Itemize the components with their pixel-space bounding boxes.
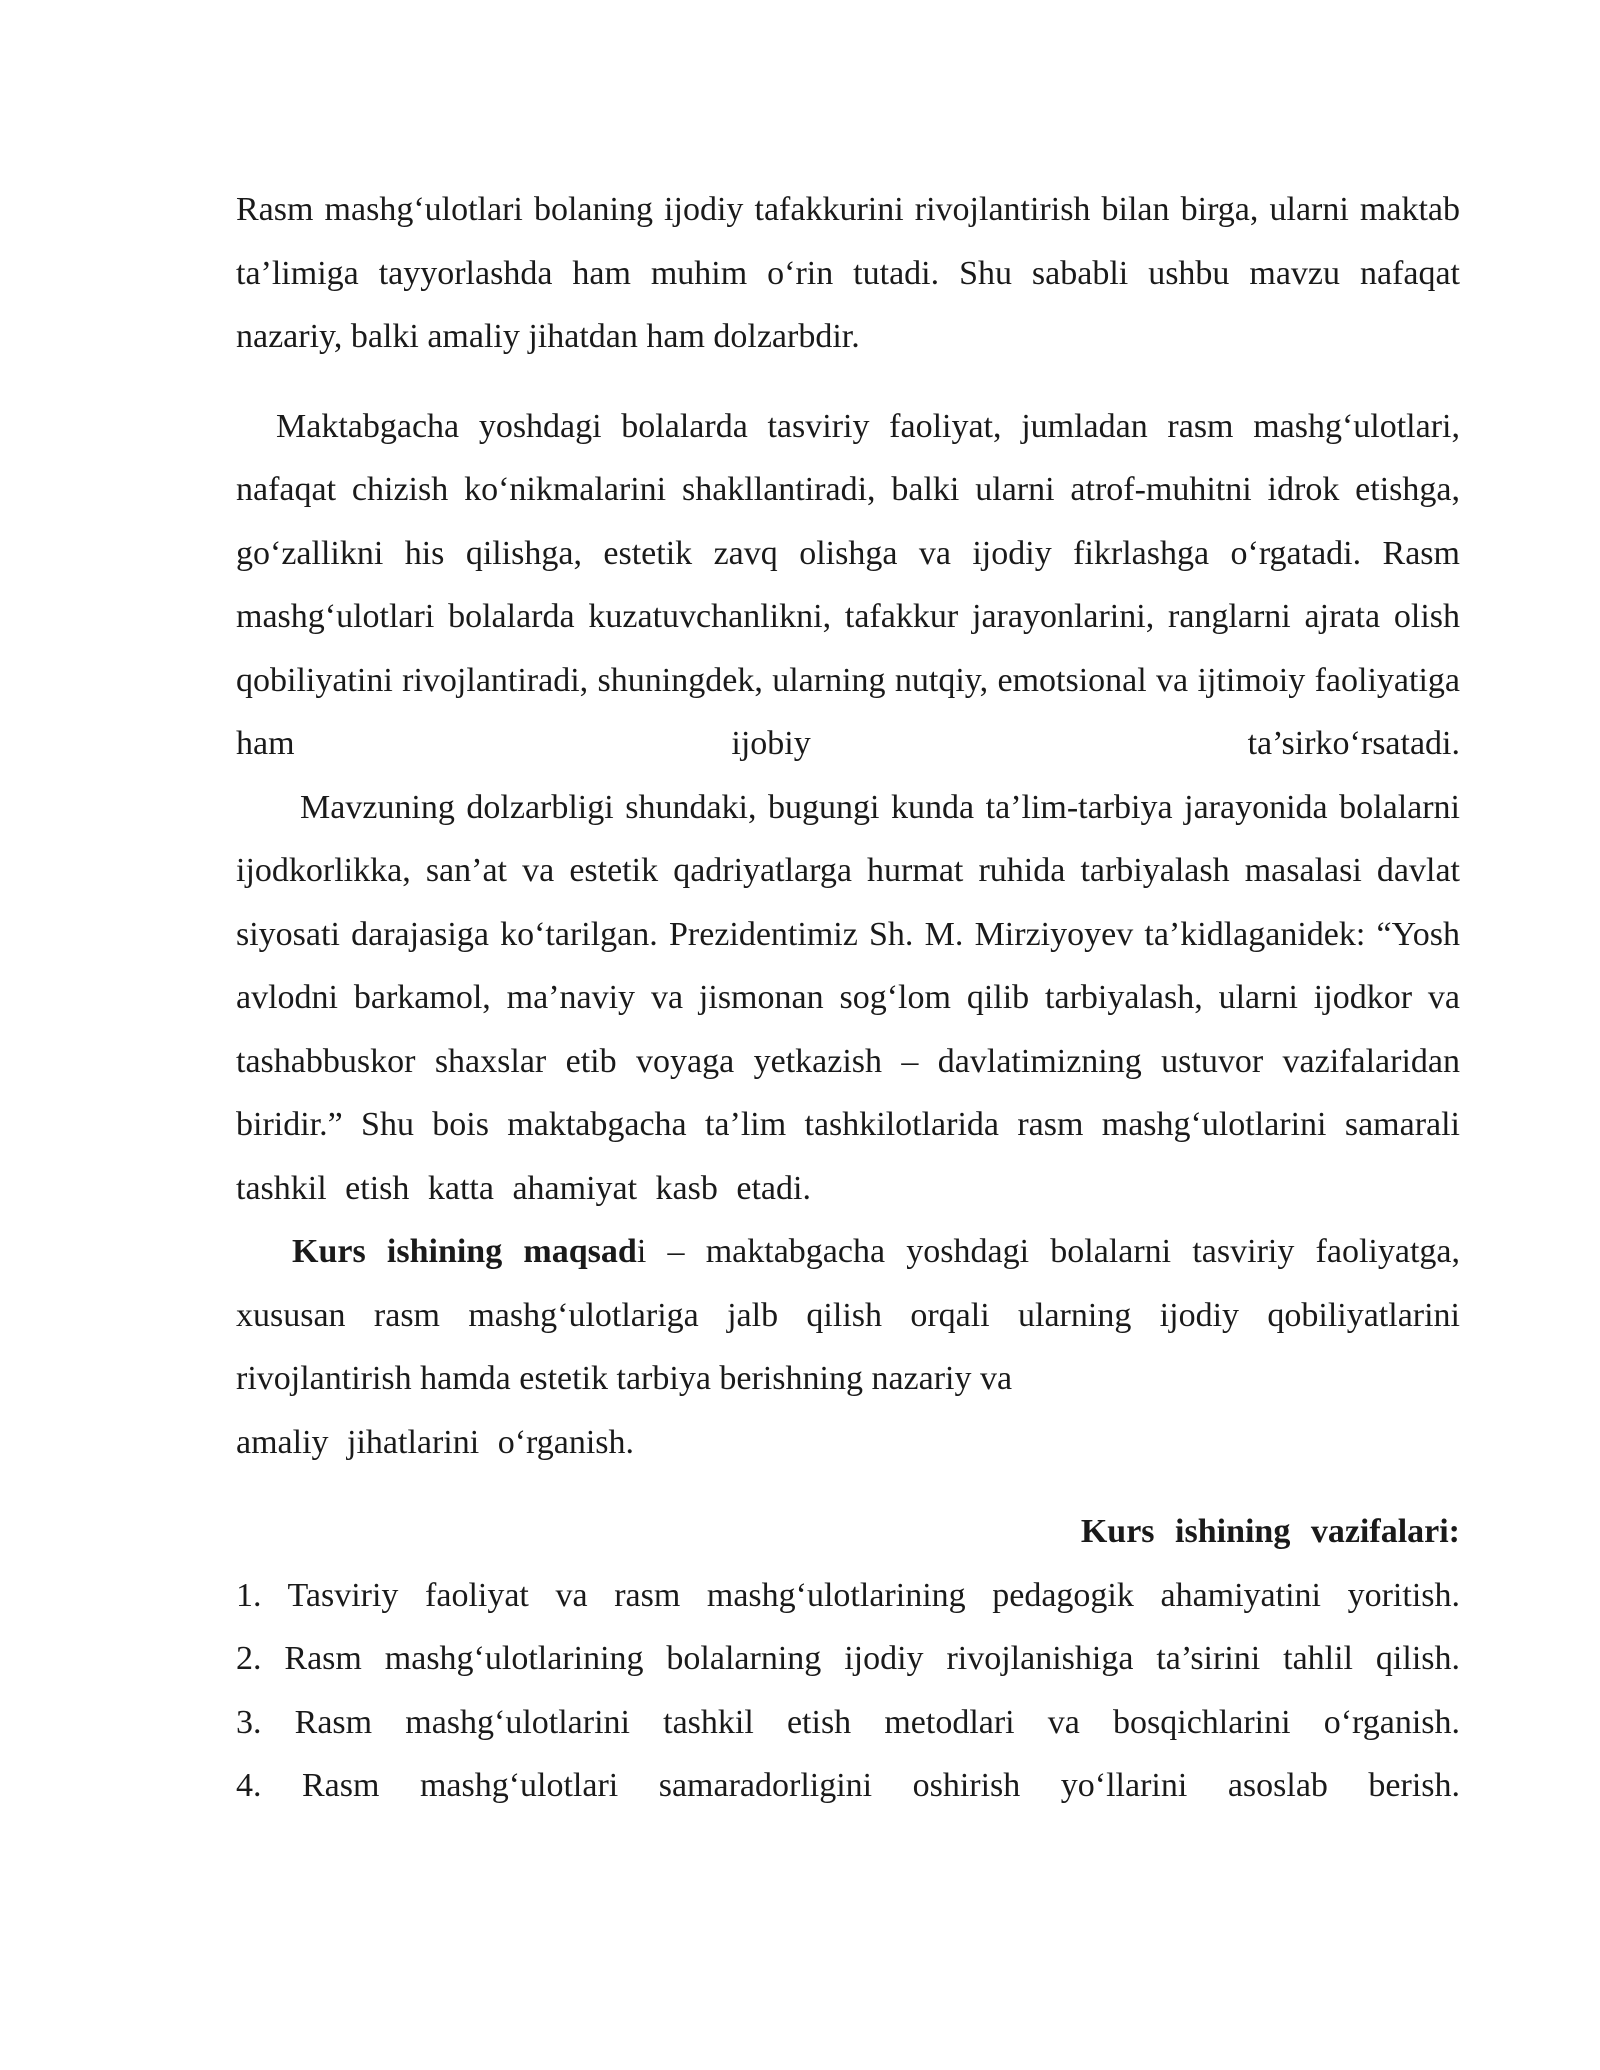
paragraph-relevance [236, 776, 1460, 1221]
goal-bold-label: Kurs ishining maqsad [292, 1233, 637, 1270]
document-page [236, 178, 1460, 1818]
paragraph-goal [236, 1220, 1460, 1474]
task-item-2: 2. Rasm mashg‘ulotlarining bolalarning ijodiy rivojlanishiga ta’sirini tahlil qilish. [236, 1640, 1460, 1677]
paragraph-goal-last-line: amaliy jihatlarini o‘rganish. [236, 1423, 635, 1461]
task-item-3: 3. Rasm mashg‘ulotlarini tashkil etish metodlari va bosqichlarini o‘rganish. [236, 1703, 1460, 1741]
paragraph-goal-body [236, 1220, 1460, 1411]
task-item-1: 1. Tasviriy faoliyat va rasm mashg‘ulotlarining pedagogik ahamiyatini yoritish. [236, 1576, 1460, 1614]
goal-text: i – maktabgacha yoshdagi bolalarni tasviriy faoliyatga, xususan rasm mashg‘ulotlariga jalb qilish orqali ularning ijodiy qobiliyatlarini rivojlantirish hamda estetik tarbiya berishning nazariy va [236, 1233, 1460, 1397]
paragraph-relevance-last-line: tashkil etish katta ahamiyat kasb etadi. [236, 1169, 811, 1207]
paragraph-drawing-benefits: Maktabgacha yoshdagi bolalarda tasviriy faoliyat, jumladan rasm mashg‘ulotlari, nafaqat chizish ko‘nikmalarini shakllantiradi, balki ularni atrof-muhitni idrok etishga, go‘zallikni his qilishga, estetik zavq olishga va ijodiy fikrlashga o‘rgatadi. Rasm mashg‘ulotlari bolalarda kuzatuvchanlikni, tafakkur jarayonlarini, ranglarni ajrata olish qobiliyatini rivojlantiradi, shuningdek, ularning nutqiy, emotsional va ijtimoiy faoliyatiga ham ijobiy ta’sirko‘rsatadi. [236, 407, 1460, 762]
paragraph-relevance-body: Mavzuning dolzarbligi shundaki, bugungi kunda ta’lim-tarbiya jarayonida bolalarni ijodkorlikka, san’at va estetik qadriyatlarga hurmat ruhida tarbiyalash masalasi davlat siyosati darajasiga ko‘tarilgan. Prezidentimiz Sh. M. Mirziyoyev ta’kidlaganidek: “Yosh avlodni barkamol, ma’naviy va jismonan sog‘lom qilib tarbiyalash, ularni ijodkor va tashabbuskor shaxslar etib voyaga yetkazish – davlatimizning ustuvor vazifalaridan biridir.” Shu bois maktabgacha ta’lim tashkilotlarida rasm mashg‘ulotlarini samarali [236, 788, 1460, 1143]
tasks-heading: Kurs ishining vazifalari: [1080, 1513, 1460, 1550]
paragraph-intro: Rasm mashg‘ulotlari bolaning ijodiy tafakkurini rivojlantirish bilan birga, ularni maktab ta’limiga tayyorlashda ham muhim o‘rin tutadi. Shu sababli ushbu mavzu nafaqat nazariy, balki amaliy jihatdan ham dolzarbdir. [236, 191, 1460, 355]
task-item-4: 4. Rasm mashg‘ulotlari samaradorligini oshirish yo‘llarini asoslab berish. [236, 1767, 1460, 1804]
